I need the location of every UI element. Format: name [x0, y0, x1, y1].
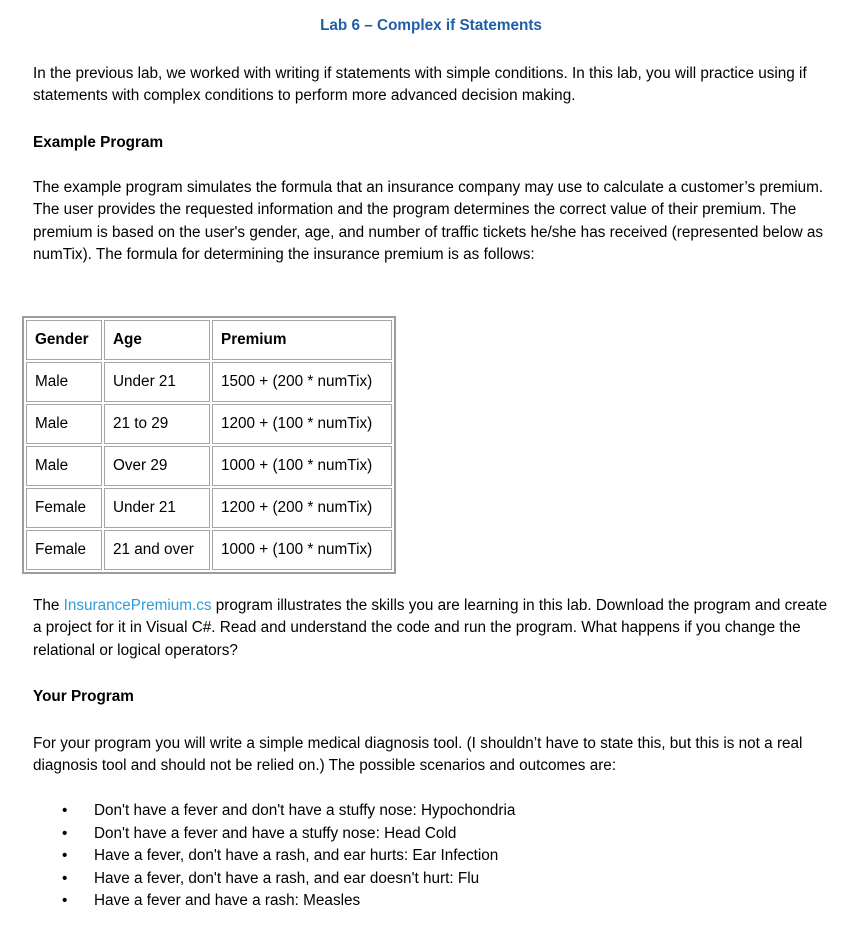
table-cell: 1000 + (100 * numTix) [212, 446, 392, 486]
bullet-icon: • [62, 824, 68, 842]
scenario-list [33, 800, 833, 913]
table-header-cell: Gender [26, 320, 102, 360]
table-cell: 1500 + (200 * numTix) [212, 362, 392, 402]
insurance-premium-link[interactable]: InsurancePremium.cs [63, 597, 212, 614]
your-program-paragraph: For your program you will write a simple medical diagnosis tool. (I shouldn’t have to state this, but this is not a real diagnosis tool and should not be relied on.) The possible scenarios and outcomes are: [33, 735, 803, 775]
scenario-text: Don't have a fever and have a stuffy nose: Head Cold [94, 824, 457, 842]
table-cell: Under 21 [104, 488, 210, 528]
table-row [26, 488, 392, 528]
table-cell: Female [26, 488, 102, 528]
bullet-icon: • [62, 847, 68, 865]
scenario-text: Have a fever, don't have a rash, and ear hurts: Ear Infection [94, 847, 499, 865]
intro-paragraph: In the previous lab, we worked with writing if statements with simple conditions. In this lab, you will practice using if statements with complex conditions to perform more advanced decision making. [33, 65, 807, 105]
your-program-heading: Your Program [33, 688, 134, 705]
table-cell: Over 29 [104, 446, 210, 486]
bullet-icon: • [62, 802, 68, 819]
table-cell: Under 21 [104, 362, 210, 402]
table-cell: Male [26, 404, 102, 444]
after-table-post: program illustrates the skills you are learning in this lab. Download the program and create a project for it in Visual C#. Read and understand the code and run the program. What happens if you change the relational or logical operators? [33, 597, 828, 659]
page-title: Lab 6 – Complex if Statements [320, 17, 542, 34]
table-cell: 21 and over [104, 530, 210, 570]
premium-table [22, 316, 396, 574]
table-header-cell: Age [104, 320, 210, 360]
table-cell: 21 to 29 [104, 404, 210, 444]
table-header-row [26, 320, 392, 360]
after-table-pre: The [33, 597, 64, 614]
list-item [33, 868, 833, 891]
table-row [26, 530, 392, 570]
table-cell: Male [26, 446, 102, 486]
table-row [26, 362, 392, 402]
table-cell: 1000 + (100 * numTix) [212, 530, 392, 570]
table-row [26, 404, 392, 444]
table-header-cell: Premium [212, 320, 392, 360]
list-item [33, 890, 833, 913]
list-item [33, 800, 833, 823]
scenario-text: Have a fever and have a rash: Measles [94, 892, 361, 910]
table-cell: 1200 + (100 * numTix) [212, 404, 392, 444]
table-cell: Female [26, 530, 102, 570]
example-paragraph: The example program simulates the formula that an insurance company may use to calculate a customer’s premium. The user provides the requested information and the program determines the correct value of their premium. The premium is based on the user's gender, age, and number of traffic tickets he/she has received (represented below as numTix). The formula for determining the insurance premium is as follows: [33, 179, 824, 264]
bullet-icon: • [62, 892, 68, 910]
table-cell: 1200 + (200 * numTix) [212, 488, 392, 528]
list-item [33, 845, 833, 868]
after-table-paragraph [33, 595, 833, 662]
table-row [26, 446, 392, 486]
bullet-icon: • [62, 869, 68, 887]
example-heading: Example Program [33, 134, 164, 151]
scenario-text: Don't have a fever and don't have a stuffy nose: Hypochondria [94, 802, 516, 819]
table-cell: Male [26, 362, 102, 402]
list-item [33, 823, 833, 846]
scenario-text: Have a fever, don't have a rash, and ear doesn't hurt: Flu [94, 869, 480, 887]
